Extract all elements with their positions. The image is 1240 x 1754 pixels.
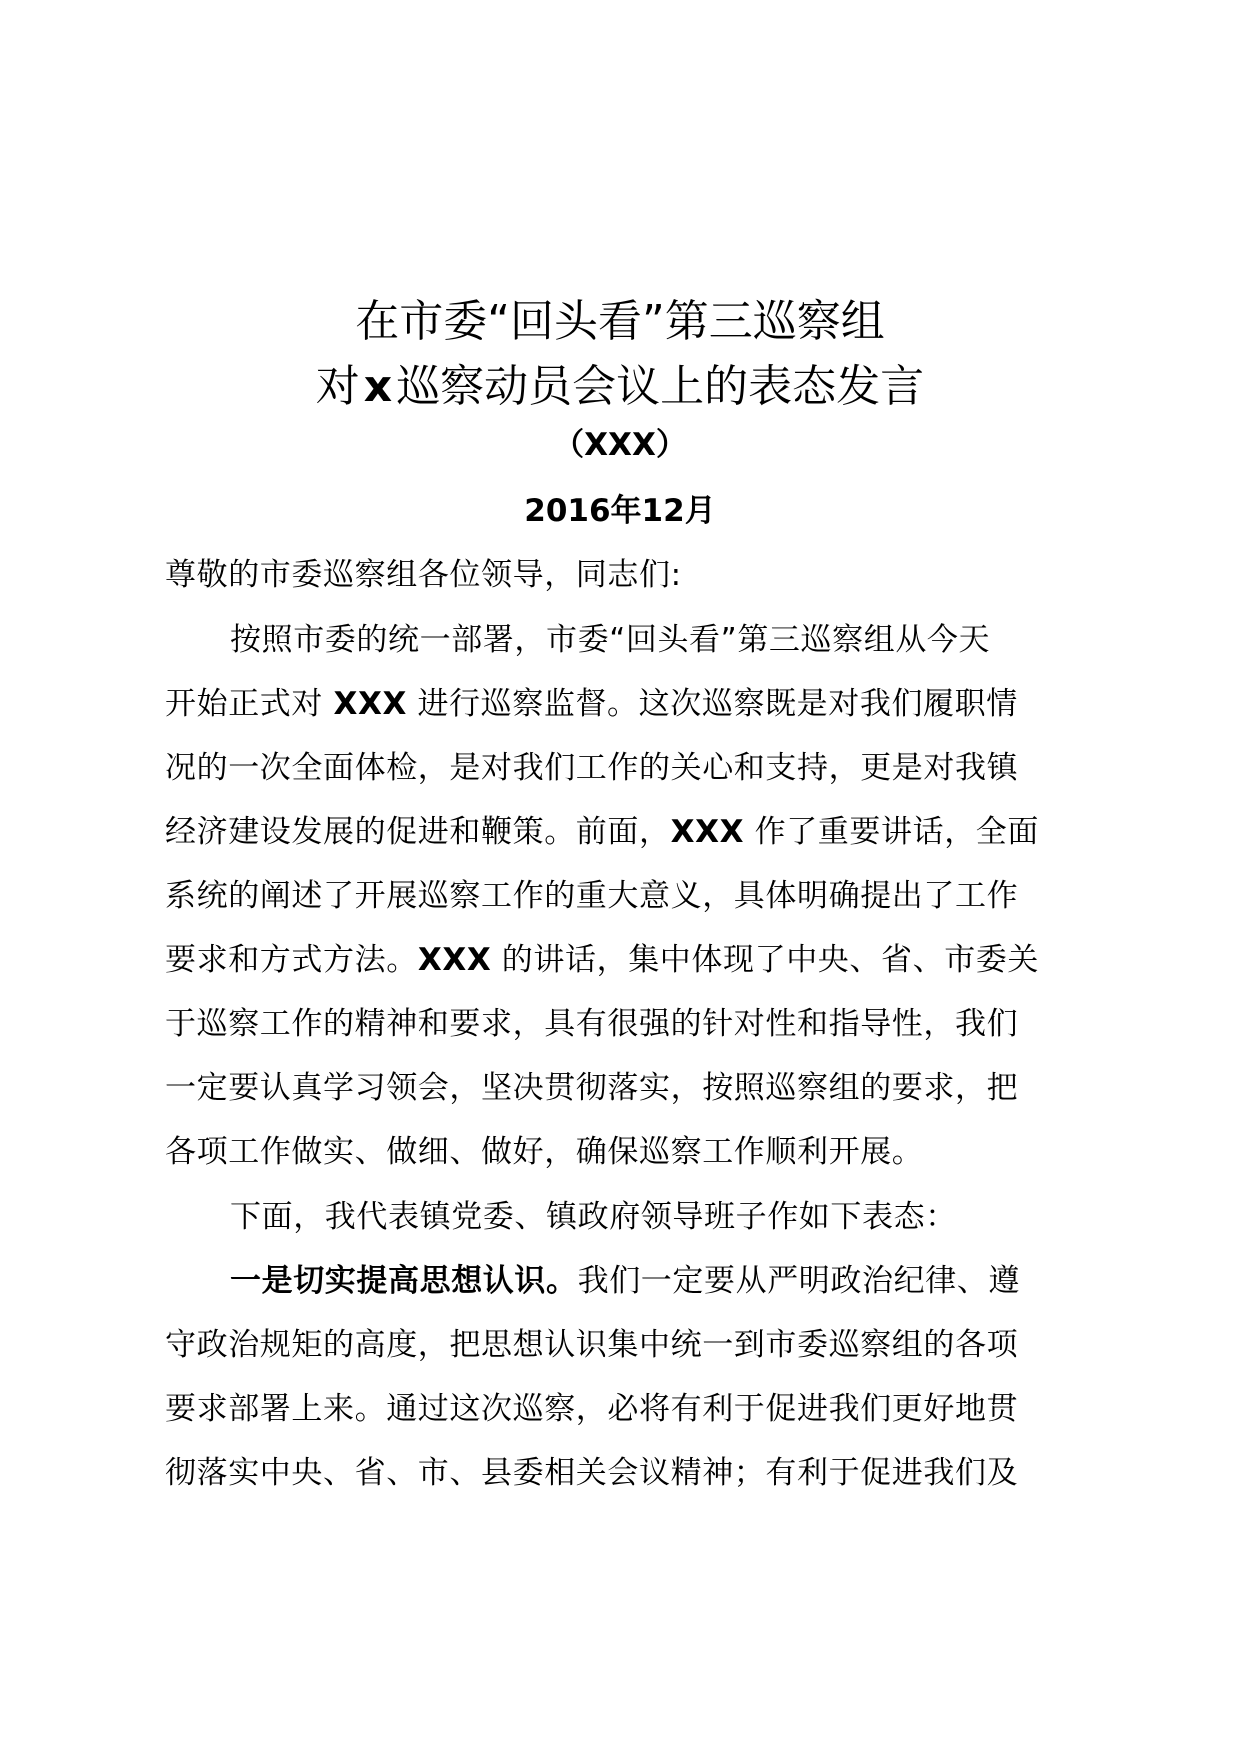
date-line: 2016年12月	[524, 493, 716, 529]
document-title-line-2	[0, 357, 1240, 417]
para1-line-4-c: 作了重要讲话，全面	[754, 814, 1039, 850]
para1-line-4	[165, 810, 1080, 854]
para1-line-8: 一定要认真学习领会，坚决贯彻落实，按照巡察组的要求，把	[165, 1070, 1019, 1106]
title-line-1-text: 在市委“回头看”第三巡察组	[355, 296, 885, 347]
para1-line-2-c: 进行巡察监督。这次巡察既是对我们履职情	[417, 686, 1018, 722]
title-line-2-x: x	[363, 361, 393, 412]
para1-line-7: 于巡察工作的精神和要求，具有很强的针对性和指导性，我们	[165, 1006, 1019, 1042]
para3-heading: 一是切实提高思想认识。	[230, 1263, 578, 1299]
author-line: （XXX）	[553, 427, 687, 463]
para1-line-6-a: 要求和方式方法。	[165, 942, 418, 978]
para1-line-4-xxx: XXX	[670, 814, 745, 850]
para3-line-1	[230, 1259, 1080, 1303]
para1-line-5: 系统的阐述了开展巡察工作的重大意义，具体明确提出了工作	[165, 878, 1019, 914]
para1-line-4-a: 经济建设发展的促进和鞭策。前面，	[165, 814, 671, 850]
para1-line-6-c: 的讲话，集中体现了中央、省、市委关	[501, 942, 1039, 978]
para1-line-3: 况的一次全面体检，是对我们工作的关心和支持，更是对我镇	[165, 750, 1019, 786]
para1-line-2-a: 开始正式对	[165, 686, 323, 722]
para1-line-2	[165, 682, 1080, 726]
para1-line-1: 按照市委的统一部署，市委“回头看”第三巡察组从今天	[230, 622, 991, 658]
para1-line-6	[165, 938, 1080, 982]
para2-line-1: 下面，我代表镇党委、镇政府领导班子作如下表态：	[230, 1199, 957, 1235]
para3-line-2: 守政治规矩的高度，把思想认识集中统一到市委巡察组的各项	[165, 1327, 1019, 1363]
para1-line-9: 各项工作做实、做细、做好，确保巡察工作顺利开展。	[165, 1134, 924, 1170]
title-line-2-prefix: 对	[315, 361, 360, 412]
salutation: 尊敬的市委巡察组各位领导，同志们:	[165, 557, 682, 593]
document-title-line-1	[0, 292, 1240, 352]
para3-line-1-rest: 我们一定要从严明政治纪律、遵	[577, 1263, 1021, 1299]
para1-line-2-xxx: XXX	[333, 686, 407, 722]
title-line-2-suffix: 巡察动员会议上的表态发言	[396, 361, 925, 412]
para3-line-3: 要求部署上来。通过这次巡察，必将有利于促进我们更好地贯	[165, 1391, 1019, 1427]
para1-line-6-xxx: XXX	[417, 942, 492, 978]
para3-line-4: 彻落实中央、省、市、县委相关会议精神；有利于促进我们及	[165, 1455, 1019, 1491]
